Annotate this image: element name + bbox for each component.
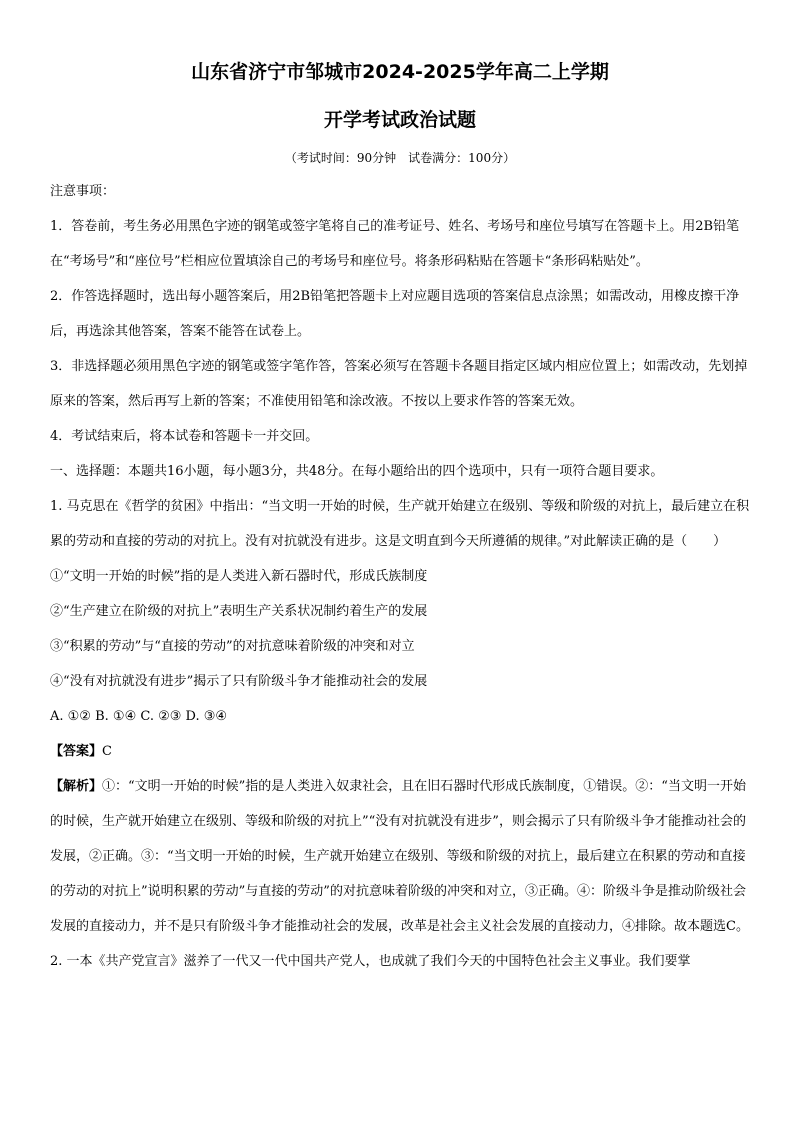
notice-heading: 注意事项：: [50, 184, 116, 199]
analysis-text: ①：“文明一开始的时候”指的是人类进入奴隶社会，且在旧石器时代形成氏族制度，①错误。②：“当文明一开始的时候，生产就开始建立在级别、等级和阶级的对抗上”“没有对抗就没有进步”，则会揭示了只有阶级斗争才能推动社会的发展，②正确。③：“当文明一开始的时候，生产就开始建立在级别、等级和阶级的对抗上，最后建立在积累的劳动和直接的劳动的对抗上”说明积累的劳动”与直接的劳动”的对抗意味着阶级的冲突和对立，③正确。④：阶级斗争是推动阶级社会发展的直接动力，并不是只有阶级斗争才能推动社会的发展，改革是社会主义社会发展的直接动力，④排除。故本题选C。: [50, 779, 749, 934]
question-1-option-2: ②“生产建立在阶级的对抗上”表明生产关系状况制约着生产的发展: [50, 604, 428, 619]
question-1-option-4: ④“没有对抗就没有进步”揭示了只有阶级斗争才能推动社会的发展: [50, 674, 428, 689]
notice-item-2: 2．作答选择题时，选出每小题答案后，用2B铅笔把答题卡上对应题目选项的答案信息点涂黑；如需改动，用橡皮擦干净后，再选涂其他答案，答案不能答在试卷上。: [50, 289, 740, 339]
answer-label: 【答案】: [50, 744, 103, 759]
question-1-analysis: [50, 769, 750, 944]
exam-page: [50, 58, 750, 979]
question-1-option-3: ③“积累的劳动”与“直接的劳动”的对抗意味着阶级的冲突和对立: [50, 639, 415, 654]
answer-value: C: [102, 744, 112, 759]
notice-item-1: 1．答卷前，考生务必用黑色字迹的钢笔或签字笔将自己的准考证号、姓名、考场号和座位号填写在答题卡上。用2B铅笔在“考场号”和“座位号”栏相应位置填涂自己的考场号和座位号。将条形码粘贴在答题卡“条形码粘贴处”。: [50, 219, 740, 269]
analysis-label: 【解析】: [50, 779, 103, 794]
exam-time-info: （考试时间：90分钟 试卷满分：100分）: [284, 151, 516, 165]
question-1-answer: [50, 734, 750, 769]
question-1-stem: 1. 马克思在《哲学的贫困》中指出：“当文明一开始的时候，生产就开始建立在级别、等级和阶级的对抗上，最后建立在积累的劳动和直接的劳动的对抗上。没有对抗就没有进步。这是文明直到今天所遵循的规律。”对此解读正确的是（ ）: [50, 499, 750, 549]
page-title: 山东省济宁市邹城市2024-2025学年高二上学期: [191, 61, 609, 83]
page-subtitle-title: 开学考试政治试题: [323, 109, 476, 131]
question-1-option-1: ①“文明一开始的时候”指的是人类进入新石器时代，形成氏族制度: [50, 569, 428, 584]
notice-item-3: 3．非选择题必须用黑色字迹的钢笔或签字笔作答，答案必须写在答题卡各题目指定区域内相应位置上；如需改动，先划掉原来的答案，然后再写上新的答案；不准使用铅笔和涂改液。不按以上要求作答的答案无效。: [50, 359, 748, 409]
question-1-choices: A. ①② B. ①④ C. ②③ D. ③④: [50, 709, 228, 724]
notice-item-4: 4．考试结束后，将本试卷和答题卡一并交回。: [50, 429, 319, 444]
section-heading: 一、选择题：本题共16小题，每小题3分，共48分。在每小题给出的四个选项中，只有一项符合题目要求。: [50, 464, 664, 479]
question-2-stem: 2. 一本《共产党宣言》滋养了一代又一代中国共产党人，也成就了我们今天的中国特色社会主义事业。我们要掌: [50, 954, 691, 969]
